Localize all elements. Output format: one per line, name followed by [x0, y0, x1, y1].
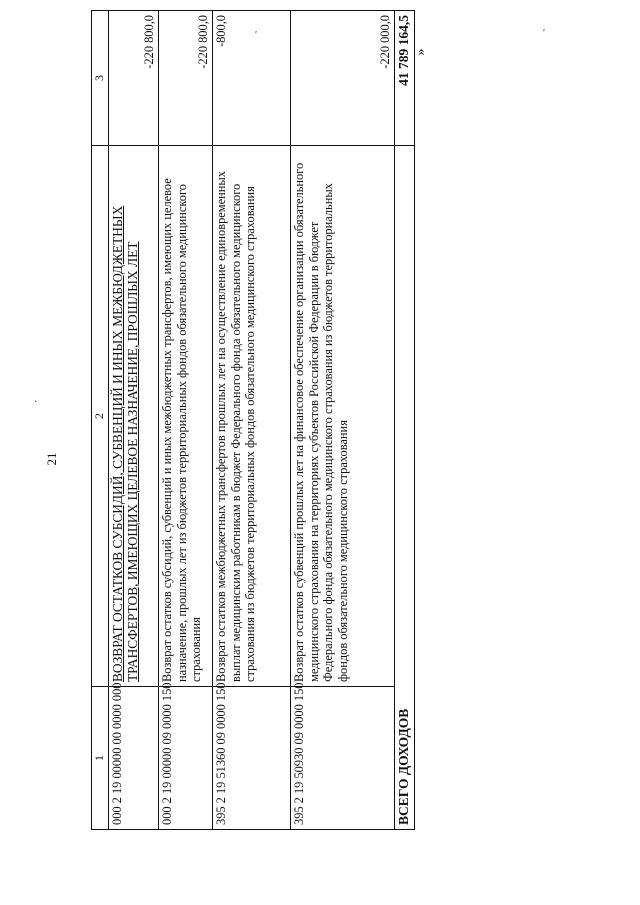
row-code: 000 2 19 00000 00 0000 000 [109, 687, 159, 830]
row-name: ВОЗВРАТ ОСТАТКОВ СУБСИДИЙ, СУБВЕНЦИЙ И ИНЫХ МЕЖБЮДЖЕТНЫХ ТРАНСФЕРТОВ, ИМЕЮЩИХ ЦЕЛЕВОЕ НАЗНАЧЕНИЕ, ПРОШЛЫХ ЛЕТ [109, 146, 159, 687]
total-amount: 41 789 164,5 [395, 11, 415, 146]
header-col-2: 2 [92, 146, 109, 687]
header-col-1: 1 [92, 687, 109, 830]
row-amount: -800,0 [213, 11, 291, 146]
scan-speck: · [34, 397, 38, 408]
total-row [395, 11, 415, 830]
table-row [159, 11, 213, 830]
table-row [291, 11, 395, 830]
row-name: Возврат остатков субсидий, субвенций и иных межбюджетных трансфертов, имеющих целевое назначение, прошлых лет из бюджетов территориальных фондов обязательного медицинского страхования [159, 146, 213, 687]
row-code: 000 2 19 00000 09 0000 150 [159, 687, 213, 830]
page-number: 21 [44, 452, 59, 466]
continuation-mark: » [413, 48, 429, 56]
header-row [92, 11, 109, 830]
scan-speck: ′ [543, 28, 546, 39]
table-row [109, 11, 159, 830]
table-row [213, 11, 291, 830]
row-amount: -220 000,0 [291, 11, 395, 146]
row-code: 395 2 19 51360 09 0000 150 [213, 687, 291, 830]
row-amount: -220 800,0 [159, 11, 213, 146]
revenue-table [91, 10, 415, 830]
row-amount: -220 800,0 [109, 11, 159, 146]
scan-speck: ′ [255, 30, 258, 41]
rotated-table-area [91, 15, 419, 830]
row-name: Возврат остатков субвенций прошлых лет на финансовое обеспечение организации обязательного медицинского страхования на территориях субъектов Российской Федерации в бюджет Федерального фонда обязательного медицинского страхования из бюджетов территориальных фондов обязательного медицинского страхования [291, 146, 395, 687]
row-code: 395 2 19 50930 09 0000 150 [291, 687, 395, 830]
total-label: ВСЕГО ДОХОДОВ [395, 146, 415, 830]
header-col-3: 3 [92, 11, 109, 146]
row-name: Возврат остатков межбюджетных трансфертов прошлых лет на осуществление единовременных выплат медицинским работникам в бюджет Федерального фонда обязательного медицинского страхования из бюджетов территориальных фондов обязательного медицинского страхования [213, 146, 291, 687]
